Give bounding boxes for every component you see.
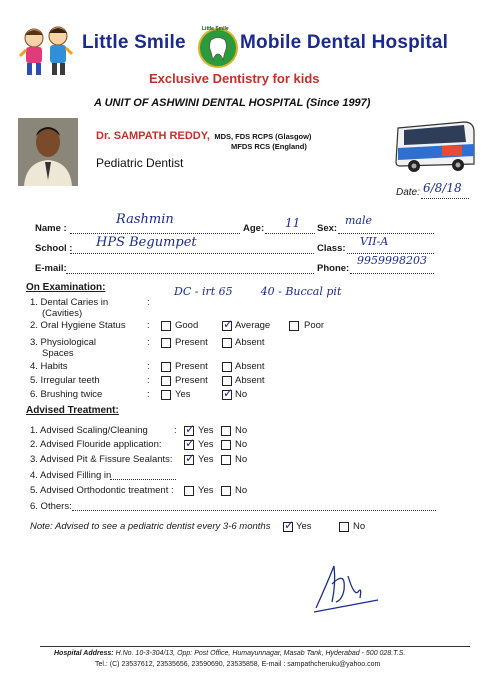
school-label: School : [35, 243, 73, 254]
flouride-no-label: No [235, 439, 248, 450]
exam-item-3-sub: Spaces [42, 348, 74, 359]
filling-line [110, 479, 176, 480]
scaling-no-label: No [235, 425, 248, 436]
treatment-item-6-label: 6. Others: [30, 501, 72, 512]
irregular-absent-label: Absent [235, 375, 265, 386]
flouride-yes-label: Yes [198, 439, 214, 450]
footer-contact: Tel.: (C) 23537612, 23535656, 23590690, 23535858, E-mail : sampathcheruku@yahoo.com [95, 661, 381, 668]
date-line [421, 198, 469, 199]
bus-image [394, 118, 476, 176]
colon: : [147, 375, 150, 386]
irregular-present-checkbox[interactable] [161, 376, 171, 386]
irregular-absent-checkbox[interactable] [222, 376, 232, 386]
address-text: H.No. 10-3-304/13, Opp: Post Office, Humayunnagar, Masab Tank, Hyderabad - 500 028.T.S. [115, 650, 406, 657]
note-no-label: No [353, 521, 366, 532]
sex-label: Sex: [317, 223, 338, 234]
phone-line [350, 273, 434, 274]
kids-logo [14, 22, 78, 80]
examination-heading: On Examination: [26, 282, 106, 293]
note-no-checkbox[interactable] [339, 522, 349, 532]
name-line [70, 233, 240, 234]
tagline: Exclusive Dentistry for kids [149, 71, 320, 86]
age-line [265, 233, 315, 234]
phone-value: 9959998203 [357, 254, 427, 267]
tooth-icon [200, 30, 236, 66]
exam-item-2-label: 2. Oral Hygiene Status [30, 320, 126, 331]
spaces-present-label: Present [175, 337, 208, 348]
exam-item-4-label: 4. Habits [30, 361, 68, 372]
exam-item-1-note: DC - irt 65 40 - Buccal pit [174, 285, 342, 298]
phone-label: Phone: [317, 263, 350, 274]
hospital-logo [198, 28, 238, 68]
colon: : [147, 297, 150, 308]
habits-present-label: Present [175, 361, 208, 372]
brushing-no-label: No [235, 389, 248, 400]
ortho-yes-label: Yes [198, 485, 214, 496]
ortho-yes-checkbox[interactable] [184, 486, 194, 496]
checkmark-icon: ✓ [284, 518, 295, 532]
sealants-yes-label: Yes [198, 454, 214, 465]
followup-note: Note: Advised to see a pediatric dentist every 3-6 months [30, 521, 271, 532]
address-label: Hospital Address: [54, 650, 114, 657]
ortho-no-checkbox[interactable] [221, 486, 231, 496]
habits-absent-label: Absent [235, 361, 265, 372]
class-value: VII-A [360, 235, 389, 248]
colon: : [147, 361, 150, 372]
name-value: Rashmin [116, 212, 174, 227]
footer-address [54, 650, 405, 657]
footer-divider [40, 646, 470, 647]
spaces-absent-checkbox[interactable] [222, 338, 232, 348]
hospital-title-2: Mobile Dental Hospital [240, 32, 449, 53]
brushing-yes-checkbox[interactable] [161, 390, 171, 400]
treatment-item-5-label: 5. Advised Orthodontic treatment : [30, 485, 174, 496]
doctor-signature [306, 556, 386, 616]
class-label: Class: [317, 243, 346, 254]
doctor-quals-1: MDS, FDS RCPS (Glasgow) [214, 132, 312, 141]
flouride-no-checkbox[interactable] [221, 440, 231, 450]
scaling-no-checkbox[interactable] [221, 426, 231, 436]
sex-line [338, 233, 434, 234]
sealants-no-label: No [235, 454, 248, 465]
doctor-title: Pediatric Dentist [96, 156, 184, 170]
email-line [66, 273, 314, 274]
sex-value: male [345, 214, 373, 227]
irregular-present-label: Present [175, 375, 208, 386]
checkmark-icon: ✓ [185, 451, 196, 465]
email-label: E-mail: [35, 263, 67, 274]
exam-item-3-label: 3. Physiological [30, 337, 97, 348]
note-yes-label: Yes [296, 521, 312, 532]
spaces-absent-label: Absent [235, 337, 265, 348]
sealants-no-checkbox[interactable] [221, 455, 231, 465]
exam-item-6-label: 6. Brushing twice [30, 389, 103, 400]
good-label: Good [175, 320, 199, 331]
exam-item-1-sub: (Cavities) [42, 308, 83, 319]
treatment-heading: Advised Treatment: [26, 405, 119, 416]
average-label: Average [235, 320, 271, 331]
poor-checkbox[interactable] [289, 321, 299, 331]
treatment-item-4-label: 4. Advised Filling in [30, 470, 112, 481]
checkmark-icon: ✓ [185, 422, 196, 436]
doctor-quals-2: MFDS RCS (England) [231, 142, 307, 151]
name-label: Name : [35, 223, 67, 234]
exam-item-1-label: 1. Dental Caries in [30, 297, 109, 308]
spaces-present-checkbox[interactable] [161, 338, 171, 348]
colon: : [147, 320, 150, 331]
scaling-yes-label: Yes [198, 425, 214, 436]
colon: : [147, 337, 150, 348]
good-checkbox[interactable] [161, 321, 171, 331]
unit-line: A UNIT OF ASHWINI DENTAL HOSPITAL (Since 1997) [94, 97, 371, 109]
doctor-photo [18, 118, 78, 186]
hospital-title-1: Little Smile [82, 32, 186, 53]
checkmark-icon: ✓ [223, 386, 234, 400]
date-value: 6/8/18 [423, 181, 462, 195]
logo-caption: Little Smile [202, 26, 229, 32]
habits-present-checkbox[interactable] [161, 362, 171, 372]
doctor-name-text: Dr. SAMPATH REDDY, [96, 130, 210, 142]
habits-absent-checkbox[interactable] [222, 362, 232, 372]
colon: : [174, 425, 177, 436]
school-line [70, 253, 314, 254]
brushing-yes-label: Yes [175, 389, 191, 400]
checkmark-icon: ✓ [185, 436, 196, 450]
treatment-item-1-label: 1. Advised Scaling/Cleaning [30, 425, 148, 436]
exam-item-5-label: 5. Irregular teeth [30, 375, 100, 386]
treatment-item-3-label: 3. Advised Pit & Fissure Sealants: [30, 454, 173, 465]
others-line [72, 510, 436, 511]
poor-label: Poor [304, 320, 325, 331]
ortho-no-label: No [235, 485, 248, 496]
date-label: Date: [396, 187, 420, 198]
treatment-item-2-label: 2. Advised Flouride application: [30, 439, 162, 450]
age-label: Age: [243, 223, 265, 234]
checkmark-icon: ✓ [223, 317, 234, 331]
age-value: 11 [285, 216, 301, 230]
school-value: HPS Begumpet [96, 235, 197, 250]
colon: : [147, 389, 150, 400]
